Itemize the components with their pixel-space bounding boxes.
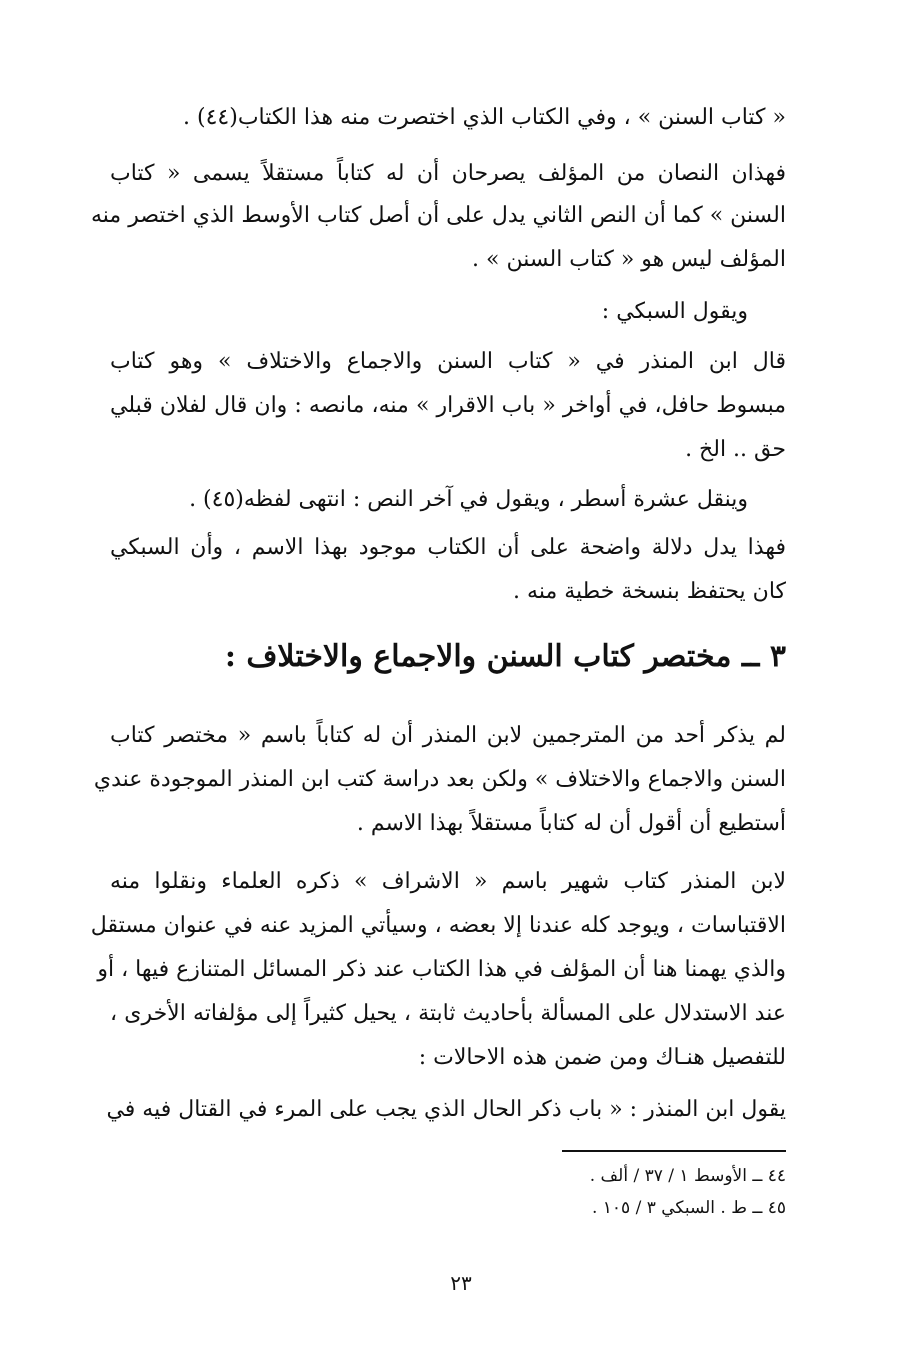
paragraph-line: كان يحتفظ بنسخة خطية منه .: [513, 579, 786, 604]
paragraph-line: قال ابن المنذر في « كتاب السنن والاجماع والاختلاف » وهو كتاب: [110, 349, 786, 374]
paragraph-line: السنن » كما أن النص الثاني يدل على أن أصل كتاب الأوسط الذي اختصر منه: [91, 203, 786, 228]
paragraph-line: ويقول السبكي :: [601, 299, 748, 324]
footnote: ٤٥ ــ ط . السبكي ٣ / ١٠٥ .: [591, 1198, 786, 1218]
paragraph-line: حق .. الخ .: [685, 437, 786, 462]
paragraph-line: السنن والاجماع والاختلاف » ولكن بعد دراسة كتب ابن المنذر الموجودة عندي: [93, 767, 786, 792]
paragraph-line: لم يذكر أحد من المترجمين لابن المنذر أن له كتاباً باسم « مختصر كتاب: [110, 723, 786, 748]
paragraph-line: المؤلف ليس هو « كتاب السنن » .: [472, 247, 786, 272]
paragraph-line: عند الاستدلال على المسألة بأحاديث ثابتة ، يحيل كثيراً إلى مؤلفاته الأخرى ،: [110, 1001, 786, 1026]
paragraph-line: وينقل عشرة أسطر ، ويقول في آخر النص : انتهى لفظه(٤٥) .: [189, 487, 748, 512]
paragraph-line: فهذا يدل دلالة واضحة على أن الكتاب موجود بهذا الاسم ، وأن السبكي: [110, 535, 786, 560]
page-number: ٢٣: [450, 1271, 472, 1295]
paragraph-line: فهذان النصان من المؤلف يصرحان أن له كتاباً مستقلاً يسمى « كتاب: [110, 161, 786, 186]
section-heading: ٣ ــ مختصر كتاب السنن والاجماع والاختلاف :: [224, 639, 786, 674]
paragraph-line: مبسوط حافل، في أواخر « باب الاقرار » منه، مانصه : وان قال لفلان قبلي: [110, 393, 786, 418]
paragraph-line: أستطيع أن أقول أن له كتاباً مستقلاً بهذا الاسم .: [356, 811, 786, 836]
paragraph-line: يقول ابن المنذر : « باب ذكر الحال الذي يجب على المرء في القتال فيه في: [106, 1097, 786, 1122]
footnote-divider: [562, 1150, 786, 1152]
paragraph-line: لابن المنذر كتاب شهير باسم « الاشراف » ذكره العلماء ونقلوا منه: [110, 869, 786, 894]
paragraph-line: والذي يهمنا هنا أن المؤلف في هذا الكتاب عند ذكر المسائل المتنازع فيها ، أو: [97, 957, 786, 982]
paragraph-line: للتفصيل هنـاك ومن ضمن هذه الاحالات :: [418, 1045, 786, 1070]
paragraph-line: الاقتباسات ، ويوجد كله عندنا إلا بعضه ، وسيأتي المزيد عنه في عنوان مستقل: [90, 913, 786, 938]
paragraph-line: « كتاب السنن » ، وفي الكتاب الذي اختصرت منه هذا الكتاب(٤٤) .: [183, 105, 786, 130]
footnote: ٤٤ ــ الأوسط ١ / ٣٧ / ألف .: [589, 1166, 786, 1186]
